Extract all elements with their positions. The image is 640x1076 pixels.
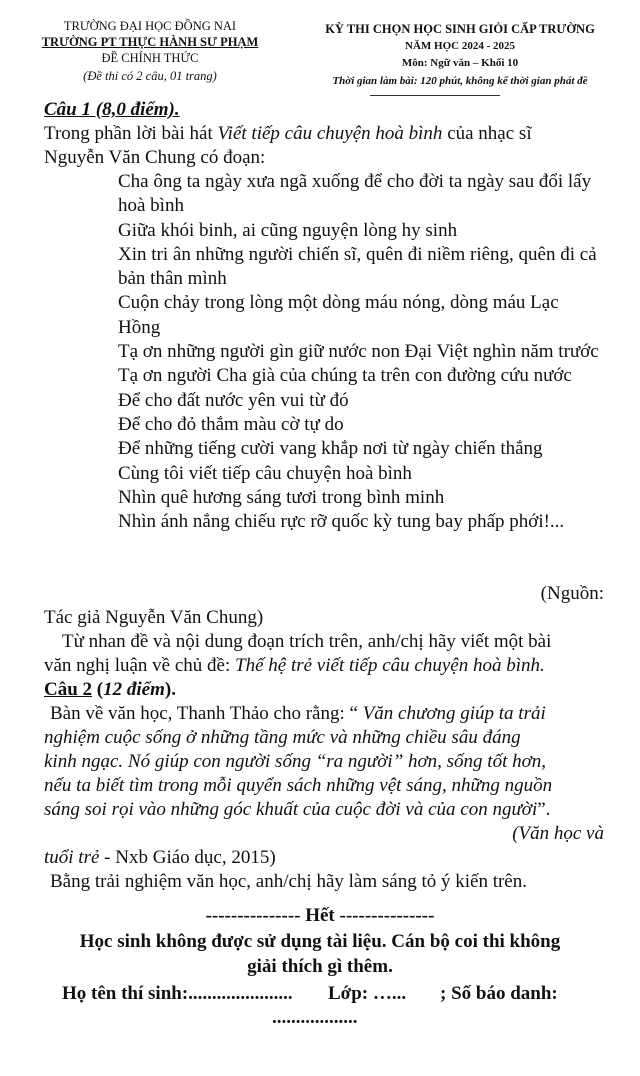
poem-line: Tạ ơn những người gìn giữ nước non Đại Việt nghìn năm trước — [118, 341, 599, 363]
q2-source-line-2: tuổi trẻ - Nxb Giáo dục, 2015) — [44, 847, 276, 868]
exam-name: KỲ THI CHỌN HỌC SINH GIỎI CẤP TRƯỜNG — [325, 22, 595, 36]
q1-task-line-2: văn nghị luận về chủ đề: Thế hệ trẻ viết tiếp câu chuyện hoà bình. — [44, 655, 545, 676]
question-1-intro-line-2: Nguyễn Văn Chung có đoạn: — [44, 147, 266, 168]
class-field: Lớp: …... — [328, 983, 407, 1004]
q2-quote-line-4: nếu ta biết tìm trong mỗi quyển sách những vệt sáng, những nguồn — [44, 775, 553, 796]
official-status: ĐỀ CHÍNH THỨC — [101, 51, 199, 65]
q1-source-line-1: (Nguồn: — [540, 583, 604, 604]
candidate-name-field: Họ tên thí sinh:...................... — [62, 983, 293, 1004]
poem-line: Để những tiếng cười vang khắp nơi từ ngày chiến thắng — [118, 438, 543, 460]
question-2-title: Câu 2 (12 điểm). — [44, 679, 176, 700]
school-year: NĂM HỌC 2024 - 2025 — [405, 40, 515, 52]
school-name: TRƯỜNG ĐẠI HỌC ĐỒNG NAI — [63, 19, 237, 33]
poem-line: Để cho đất nước yên vui từ đó — [118, 389, 349, 411]
q1-source-line-2: Tác giả Nguyễn Văn Chung) — [44, 607, 264, 628]
header-divider — [370, 95, 500, 96]
question-1-intro-line-1: Trong phần lời bài hát Viết tiếp câu chuyện hoà bình của nhạc sĩ — [44, 123, 532, 144]
q2-quote-line-5: sáng soi rọi vào những góc khuất của cuộc đời và của con người”. — [44, 799, 551, 820]
candidate-number-dots: .................. — [272, 1007, 358, 1028]
notice-line-2: giải thích gì thêm. — [247, 956, 393, 977]
q2-source-line-1: (Văn học và — [512, 823, 604, 844]
poem-line: Xin tri ân những người chiến sĩ, quên đi niềm riêng, quên đi cả bản thân mình — [118, 243, 597, 290]
q2-quote-line-3: kinh ngạc. Nó giúp con người sống “ra người” hơn, sống tốt hơn, — [44, 751, 546, 772]
end-marker: --------------- Hết --------------- — [205, 905, 435, 926]
candidate-number-field: ; Số báo danh: — [440, 983, 558, 1004]
poem-line: Cuộn chảy trong lòng một dòng máu nóng, dòng máu Lạc Hồng — [118, 292, 559, 338]
q2-quote-line-2: nghiệm cuộc sống ở những tầng mức và những chiều sâu đáng — [44, 727, 521, 748]
poem-line: Tạ ơn người Cha già của chúng ta trên con đường cứu nước — [118, 365, 572, 387]
poem-line: Nhìn ánh nắng chiếu rực rỡ quốc kỳ tung bay phấp phới!... — [118, 511, 565, 533]
question-1-title: Câu 1 (8,0 điểm). — [44, 99, 180, 120]
page-note: (Đề thi có 2 câu, 01 trang) — [83, 69, 217, 83]
q2-quote-line-1: Bàn về văn học, Thanh Thảo cho rằng: “ Văn chương giúp ta trải — [50, 703, 546, 724]
song-excerpt — [118, 170, 602, 534]
time-limit: Thời gian làm bài: 120 phút, không kể thời gian phát đề — [332, 75, 588, 87]
q1-task-line-1: Từ nhan đề và nội dung đoạn trích trên, anh/chị hãy viết một bài — [62, 631, 552, 652]
poem-line: Cùng tôi viết tiếp câu chuyện hoà bình — [118, 462, 412, 484]
q2-task: Bằng trải nghiệm văn học, anh/chị hãy làm sáng tỏ ý kiến trên. — [50, 871, 527, 892]
poem-line: Để cho đỏ thắm màu cờ tự do — [118, 413, 344, 435]
poem-line: Cha ông ta ngày xưa ngã xuống để cho đời ta ngày sau đổi lấy hoà bình — [118, 171, 592, 217]
poem-line: Giữa khói binh, ai cũng nguyện lòng hy sinh — [118, 219, 458, 241]
unit-name: TRƯỜNG PT THỰC HÀNH SƯ PHẠM — [41, 35, 259, 49]
subject: Môn: Ngữ văn – Khối 10 — [401, 57, 519, 69]
notice-line-1: Học sinh không được sử dụng tài liệu. Cán bộ coi thi không — [79, 931, 561, 952]
poem-line: Nhìn quê hương sáng tươi trong bình minh — [118, 486, 445, 508]
